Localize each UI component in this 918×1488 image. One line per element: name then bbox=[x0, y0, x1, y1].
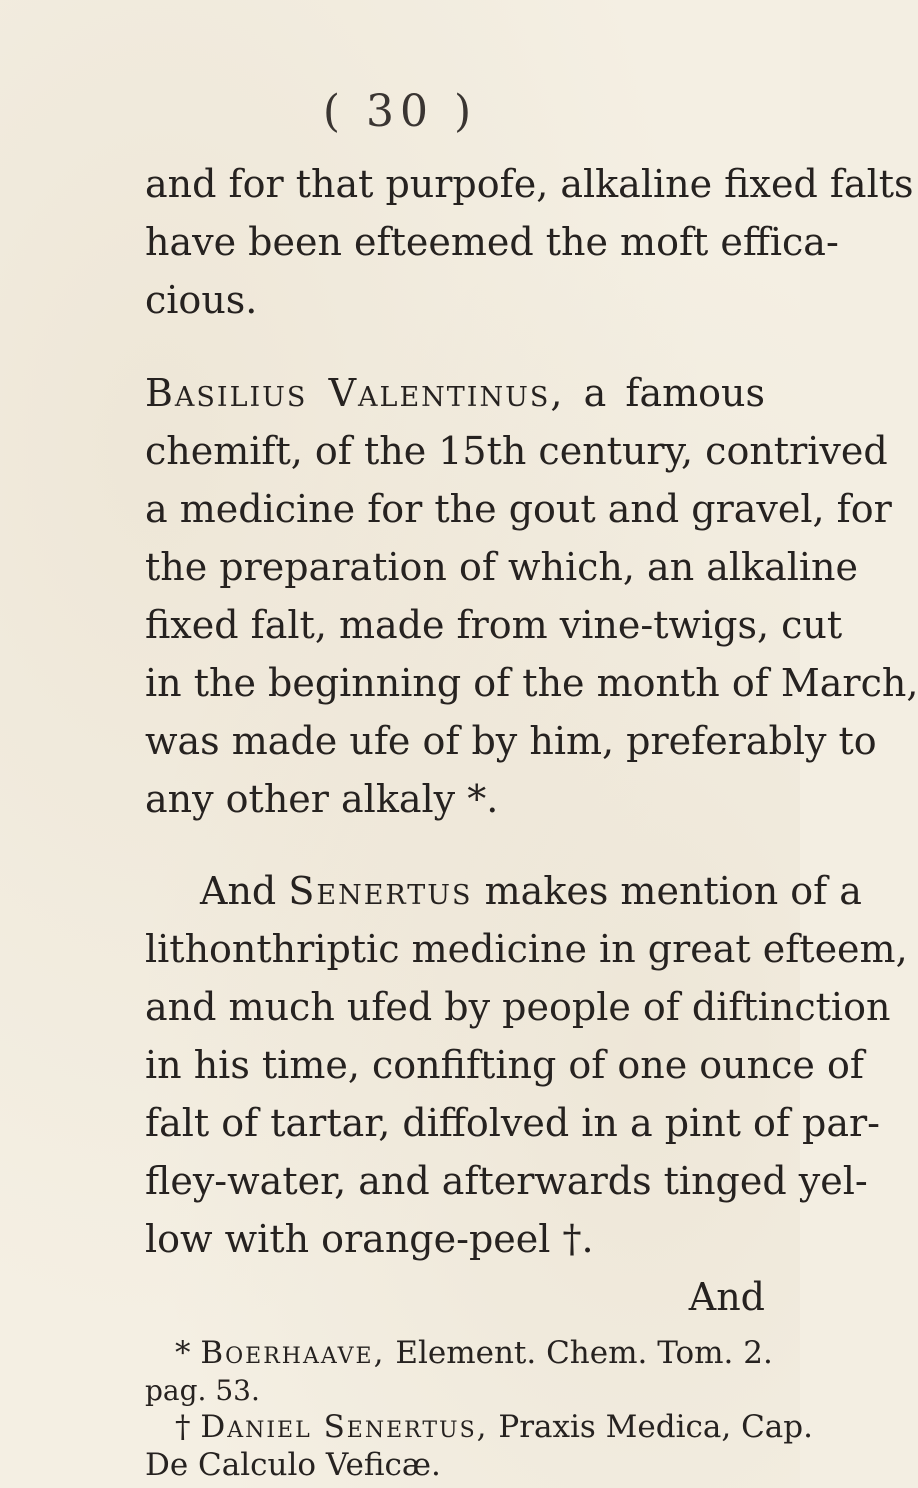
text-line: fixed falt, made from vine-twigs, cut bbox=[145, 603, 843, 647]
text-fragment: makes mention of a bbox=[484, 869, 862, 913]
person-name: Senertus bbox=[288, 869, 473, 913]
footnote-author: Boerhaave, bbox=[200, 1335, 386, 1371]
text-fragment: And bbox=[200, 869, 277, 913]
footnote-text: Element. Chem. Tom. 2. bbox=[395, 1335, 773, 1371]
text-line: was made ufe of by him, preferably to bbox=[145, 719, 877, 763]
text-line bbox=[200, 862, 862, 920]
text-line: and for that purpofe, alkaline fixed falts bbox=[145, 162, 914, 206]
text-line: in his time, confifting of one ounce of bbox=[145, 1043, 864, 1087]
text-line: the preparation of which, an alkaline bbox=[145, 545, 859, 589]
text-line: any other alkaly *. bbox=[145, 777, 499, 821]
text-line: in the beginning of the month of March, bbox=[145, 661, 918, 705]
text-line: have been efteemed the moft effica- bbox=[145, 220, 839, 264]
text-line: chemift, of the 15th century, contrived bbox=[145, 429, 888, 473]
text-line: low with orange-peel †. bbox=[145, 1217, 594, 1261]
footnote-line: De Calculo Veficæ. bbox=[145, 1447, 441, 1483]
footnote-mark: * bbox=[175, 1335, 191, 1371]
footnote-author: Daniel Senertus, bbox=[200, 1409, 489, 1445]
text-line: fley-water, and afterwards tinged yel- bbox=[145, 1159, 868, 1203]
person-name: Basilius Valentinus, bbox=[145, 371, 565, 415]
text-line: falt of tartar, diffolved in a pint of par- bbox=[145, 1101, 881, 1145]
page-number: ( 30 ) bbox=[322, 86, 478, 137]
text-line: a medicine for the gout and gravel, for bbox=[145, 487, 892, 531]
text-line: lithonthriptic medicine in great efteem, bbox=[145, 927, 908, 971]
text-fragment: a famous bbox=[583, 371, 765, 415]
footnote-line: pag. 53. bbox=[145, 1374, 260, 1407]
footnote-mark: † bbox=[175, 1409, 191, 1445]
catchword: And bbox=[688, 1275, 765, 1319]
text-line bbox=[145, 364, 765, 422]
text-line: cious. bbox=[145, 278, 258, 322]
text-line: and much ufed by people of diftinction bbox=[145, 985, 891, 1029]
footnote-text: Praxis Medica, Cap. bbox=[498, 1409, 813, 1445]
